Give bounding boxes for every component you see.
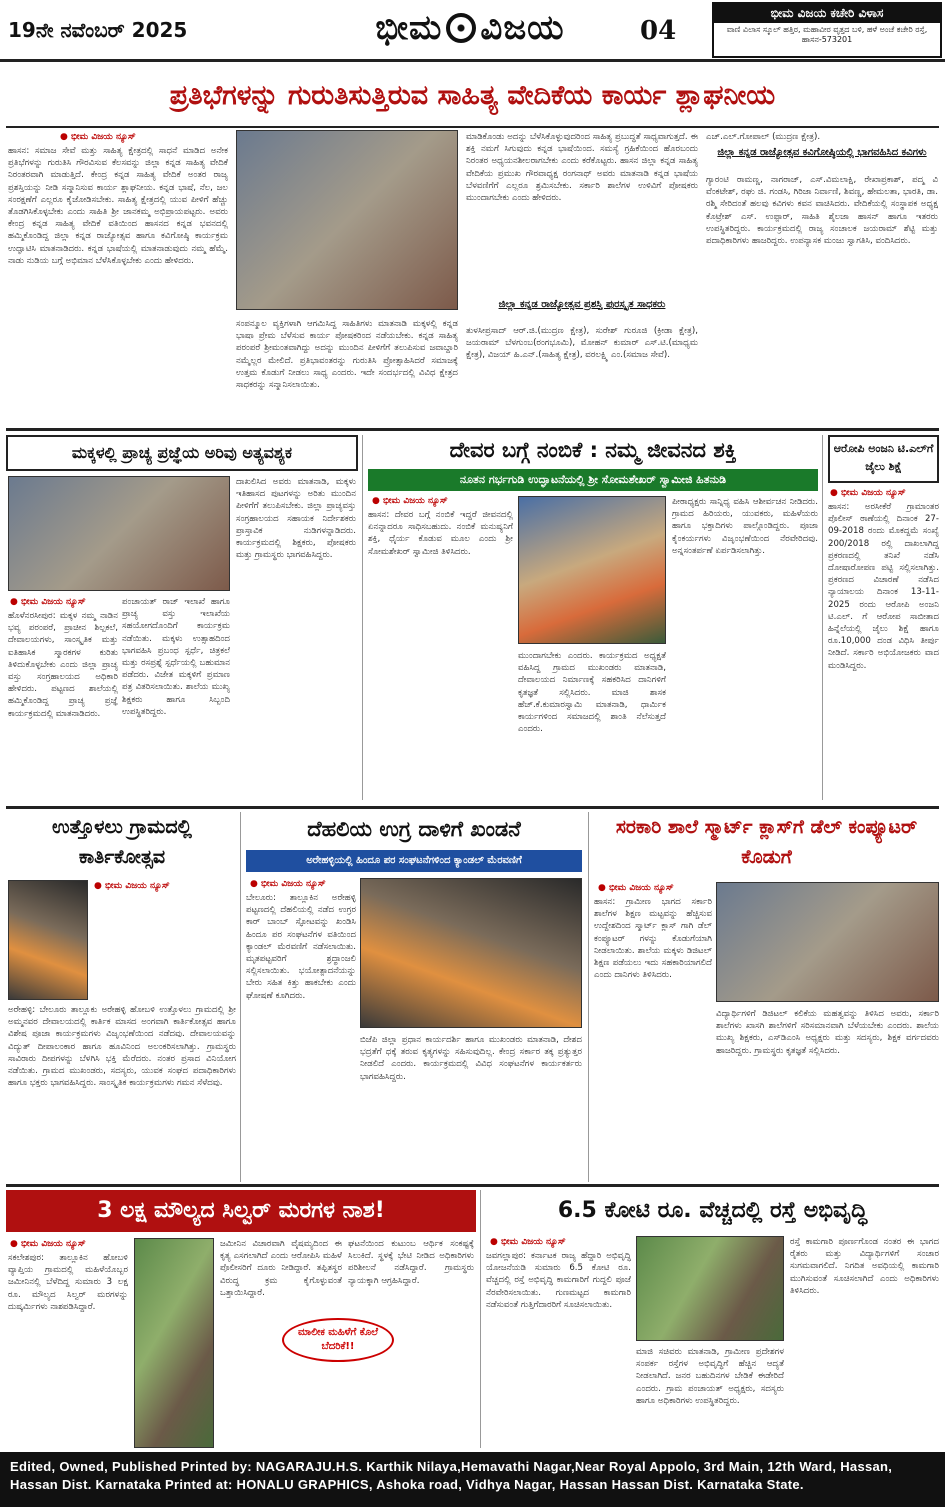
lead-photo — [236, 130, 458, 310]
column-divider — [822, 435, 823, 800]
temple-byline: ● ಭೀಮ ವಿಜಯ ನ್ಯೂಸ್ — [372, 495, 448, 507]
imprint-footer — [0, 1452, 945, 1507]
lead-headline: ಪ್ರತಿಭೆಗಳನ್ನು ಗುರುತಿಸುತ್ತಿರುವ ಸಾಹಿತ್ಯ ವೇದಿಕೆಯ ಕಾರ್ಯ ಶ್ಲಾಘನೀಯ — [169, 80, 776, 111]
temple-subhead: ನೂತನ ಗರ್ಭಗುಡಿ ಉದ್ಘಾಟನೆಯಲ್ಲಿ ಶ್ರೀ ಸೋಮಶೇಖರ್ ಸ್ವಾಮೀಜಿ ಹಿತನುಡಿ — [368, 469, 818, 491]
prachya-headline: ಮಕ್ಕಳಲ್ಲಿ ಪ್ರಾಚ್ಯ ಪ್ರಜ್ಞೆಯ ಅರಿವು ಅತ್ಯವಶ್ಯಕ — [6, 435, 358, 471]
prachya-col2: ಪಂಚಾಯತ್ ರಾಜ್ ಇಲಾಖೆ ಹಾಗೂ ಪ್ರಾಚ್ಯ ವಸ್ತು ಇಲಾಖೆಯ ಸಹಯೋಗದೊಂದಿಗೆ ಕಾರ್ಯಕ್ರಮ ನಡೆಯಿತು. ಮಕ್ಕಳು ಉತ್ಸಾಹದಿಂದ ಭಾಗವಹಿಸಿ ಪ್ರಬಂಧ ಸ್ಪರ್ಧೆ, ಚಿತ್ರಕಲೆ ಮತ್ತು ರಸಪ್ರಶ್ನೆ ಸ್ಪರ್ಧೆಯಲ್ಲಿ ಬಹುಮಾನ ಪಡೆದರು. ವಿಜೇತ ಮಕ್ಕಳಿಗೆ ಪ್ರಮಾಣ ಪತ್ರ ವಿತರಿಸಲಾಯಿತು. ಶಾಲೆಯ ಮುಖ್ಯ ಶಿಕ್ಷಕರು ಹಾಗೂ ಸಿಬ್ಬಂದಿ ಉಪಸ್ಥಿತರಿದ್ದರು. — [122, 597, 230, 717]
jail-byline: ● ಭೀಮ ವಿಜಯ ನ್ಯೂಸ್ — [830, 487, 906, 499]
silver-trees-col1: ಸಕಲೇಶಪುರ: ತಾಲ್ಲೂಕಿನ ಹೋಬಳಿ ವ್ಯಾಪ್ತಿಯ ಗ್ರಾಮದಲ್ಲಿ ಮಹಿಳೆಯೊಬ್ಬರ ಜಮೀನಿನಲ್ಲಿ ಬೆಳೆದಿದ್ದ ಸುಮಾರು 3 ಲಕ್ಷ ರೂ. ಮೌಲ್ಯದ ಸಿಲ್ವರ್ ಮರಗಳನ್ನು ದುಷ್ಕರ್ಮಿಗಳು ನಾಶಪಡಿಸಿದ್ದಾರೆ. — [8, 1253, 128, 1312]
smart-class-photo — [716, 882, 939, 1002]
temple-headline: ದೇವರ ಬಗ್ಗೆ ನಂಬಿಕೆ : ನಮ್ಮ ಜೀವನದ ಶಕ್ತಿ — [449, 438, 737, 462]
smart-class-col2: ವಿದ್ಯಾರ್ಥಿಗಳಿಗೆ ಡಿಜಿಟಲ್ ಕಲಿಕೆಯ ಮಹತ್ವವನ್ನು ತಿಳಿಸಿದ ಅವರು, ಸರ್ಕಾರಿ ಶಾಲೆಗಳು ಖಾಸಗಿ ಶಾಲೆಗಳಿಗೆ ಸರಿಸಮಾನವಾಗಿ ಬೆಳೆಯಬೇಕು ಎಂದರು. ಶಾಲೆಯ ಮುಖ್ಯ ಶಿಕ್ಷಕರು, ಎಸ್‌ಡಿಎಂಸಿ ಅಧ್ಯಕ್ಷರು ಮತ್ತು ಸದಸ್ಯರು, ಶಿಕ್ಷಕ ವರ್ಗದವರು ಹಾಜರಿದ್ದರು. ಗ್ರಾಮಸ್ಥರು ಕೃತಜ್ಞತೆ ಸಲ್ಲಿಸಿದರು. — [716, 1009, 939, 1056]
lead-col1: ಹಾಸನ: ಸಮಾಜ ಸೇವೆ ಮತ್ತು ಸಾಹಿತ್ಯ ಕ್ಷೇತ್ರದಲ್ಲಿ ಸಾಧನೆ ಮಾಡಿದ ಅನೇಕ ಪ್ರತಿಭೆಗಳನ್ನು ಗುರುತಿಸಿ ಗೌರವಿಸುವ ಕೆಲಸವನ್ನು ಜಿಲ್ಲಾ ಕನ್ನಡ ಸಾಹಿತ್ಯ ವೇದಿಕೆ ನಿರಂತರವಾಗಿ ಮಾಡುತ್ತಿದೆ. ಕೇಂದ್ರ ಕನ್ನಡ ಸಾಹಿತ್ಯ ವೇದಿಕೆ ಅಂತರ ರಾಜ್ಯ ಪ್ರಶಸ್ತಿಯನ್ನು ನೀಡಿ ಸನ್ಮಾನಿಸುವ ಕಾರ್ಯ ಶ್ಲಾಘನೀಯ. ಕನ್ನಡ ಭಾಷೆ, ನೆಲ, ಜಲ ಸಂರಕ್ಷಣೆಗೆ ಎಲ್ಲರೂ ಕೈಜೋಡಿಸಬೇಕು. ಸಾಹಿತ್ಯ ಕ್ಷೇತ್ರದಲ್ಲಿ ಯುವ ಪೀಳಿಗೆ ಹೆಚ್ಚು ತೊಡಗಿಸಿಕೊಳ್ಳಬೇಕು ಎಂದು ಸಾಹಿತಿ ಶ್ರೀ ಜಾನಕಮ್ಮ ಅಭಿಪ್ರಾಯಪಟ್ಟರು. ಅವರು ಕೇಂದ್ರ ಕನ್ನಡ ಸಾಹಿತ್ಯ ವೇದಿಕೆ ವತಿಯಿಂದ ಹಾಸನದ ಕನ್ನಡ ಭವನದಲ್ಲಿ ಹಮ್ಮಿಕೊಂಡಿದ್ದ ಜಿಲ್ಲಾ ಕನ್ನಡ ರಾಜ್ಯೋತ್ಸವ ಹಾಗೂ ಕವಿಗೋಷ್ಠಿ ಕಾರ್ಯಕ್ರಮ ಉದ್ಘಾಟಿಸಿ ಮಾತನಾಡಿದರು. ಕನ್ನಡ ಭಾಷೆಯಲ್ಲಿ ಮಾತನಾಡುವುದು ನಮ್ಮ ಹೆಮ್ಮೆ. ನಾಡು ನುಡಿಯ ಬಗ್ಗೆ ಅಭಿಮಾನ ಬೆಳೆಸಿಕೊಳ್ಳಬೇಕು ಎಂದು ಹೇಳಿದರು. — [8, 146, 228, 266]
silver-trees-col3: ಘಟನೆಯಿಂದ ಕುಟುಂಬ ಆರ್ಥಿಕ ಸಂಕಷ್ಟಕ್ಕೆ ಸಿಲುಕಿದೆ. ಸ್ಥಳಕ್ಕೆ ಭೇಟಿ ನೀಡಿದ ಅಧಿಕಾರಿಗಳು ಪರಿಶೀಲನೆ ನಡೆಸಿದ್ದಾರೆ. ಗ್ರಾಮಸ್ಥರು ನ್ಯಾಯಕ್ಕಾಗಿ ಆಗ್ರಹಿಸಿದ್ದಾರೆ. — [348, 1239, 474, 1286]
prachya-col3: ದಾಖಲಿಸಿದ ಅವರು ಮಾತನಾಡಿ, ಮಕ್ಕಳು ಇತಿಹಾಸದ ಪುಟಗಳನ್ನು ಅರಿತು ಮುಂದಿನ ಪೀಳಿಗೆಗೆ ತಲುಪಿಸಬೇಕು. ಜಿಲ್ಲಾ ಪ್ರಾಚ್ಯವಸ್ತು ಸಂಗ್ರಹಾಲಯದ ಸಹಾಯಕ ನಿರ್ದೇಶಕರು ಪ್ರಾಸ್ತಾವಿಕ ನುಡಿಗಳನ್ನಾಡಿದರು. ಕಾರ್ಯಕ್ರಮದಲ್ಲಿ ಶಿಕ್ಷಕರು, ಪೋಷಕರು ಮತ್ತು ಗ್ರಾಮಸ್ಥರು ಭಾಗವಹಿಸಿದ್ದರು. — [236, 477, 356, 561]
road-headline: 6.5 ಕೋಟಿ ರೂ. ವೆಚ್ಚದಲ್ಲಿ ರಸ್ತೆ ಅಭಿವೃದ್ಧಿ — [557, 1198, 868, 1223]
silver-trees-photo — [134, 1238, 214, 1448]
delhi-photo — [360, 878, 582, 1028]
jail-headline: ಆರೋಪಿ ಅಂಜನಿ ಟಿ.ಎಲ್‌ಗೆ ಜೈಲು ಶಿಕ್ಷೆ — [828, 435, 939, 483]
divider — [6, 428, 939, 431]
road-col2: ಮಾಜಿ ಸಚಿವರು ಮಾತನಾಡಿ, ಗ್ರಾಮೀಣ ಪ್ರದೇಶಗಳ ಸಂಪರ್ಕ ರಸ್ತೆಗಳ ಅಭಿವೃದ್ಧಿಗೆ ಹೆಚ್ಚಿನ ಆದ್ಯತೆ ನೀಡಲಾಗಿದೆ. ಜನರ ಬಹುದಿನಗಳ ಬೇಡಿಕೆ ಈಡೇರಿದೆ ಎಂದರು. ಗ್ರಾಮ ಪಂಚಾಯತ್ ಅಧ್ಯಕ್ಷರು, ಸದಸ್ಯರು ಹಾಗೂ ಅಧಿಕಾರಿಗಳು ಉಪಸ್ಥಿತರಿದ್ದರು. — [636, 1347, 784, 1406]
delhi-subhead: ಅರೇಹಳ್ಳಿಯಲ್ಲಿ ಹಿಂದೂ ಪರ ಸಂಘಟನೆಗಳಿಂದ ಕ್ಯಾಂಡಲ್ ಮೆರವಣಿಗೆ — [246, 850, 582, 872]
delhi-headline: ದೆಹಲಿಯ ಉಗ್ರ ದಾಳಿಗೆ ಖಂಡನೆ — [307, 817, 521, 841]
silver-trees-headline: 3 ಲಕ್ಷ ಮೌಲ್ಯದ ಸಿಲ್ವರ್ ಮರಗಳ ನಾಶ! — [6, 1190, 476, 1232]
karthika-headline: ಉತ್ತೊಳಲು ಗ್ರಾಮದಲ್ಲಿ ಕಾರ್ತಿಕೋತ್ಸವ — [52, 816, 192, 869]
karthika-byline: ● ಭೀಮ ವಿಜಯ ನ್ಯೂಸ್ — [94, 880, 170, 892]
jail-text: ಹಾಸನ: ಅರಸೀಕೆರೆ ಗ್ರಾಮಾಂತರ ಪೊಲೀಸ್ ಠಾಣೆಯಲ್ಲಿ ದಿನಾಂಕ 27-09-2018 ರಂದು ಮೊಕದ್ದಮೆ ಸಂಖ್ಯೆ 200/2018 ರಲ್ಲಿ ದಾಖಲಾಗಿದ್ದ ಪ್ರಕರಣದಲ್ಲಿ ತನಿಖೆ ನಡೆಸಿ ದೋಷಾರೋಪಣ ಪಟ್ಟಿ ಸಲ್ಲಿಸಲಾಗಿತ್ತು. ಪ್ರಕರಣದ ವಿಚಾರಣೆ ನಡೆಸಿದ ನ್ಯಾಯಾಲಯ ದಿನಾಂಕ 13-11-2025 ರಂದು ಆರೋಪಿ ಅಂಜನಿ ಟಿ.ಎಲ್. ಗೆ ಆರೋಪ ಸಾಬೀತಾದ ಹಿನ್ನೆಲೆಯಲ್ಲಿ ಜೈಲು ಶಿಕ್ಷೆ ಹಾಗೂ ರೂ.10,000 ದಂಡ ವಿಧಿಸಿ ತೀರ್ಪು ನೀಡಿದೆ. ಸರ್ಕಾರಿ ಅಭಿಯೋಜಕರು ವಾದ ಮಂಡಿಸಿದ್ದರು. — [828, 502, 939, 671]
column-divider — [362, 435, 363, 800]
logo-right-text: ವಿಜಯ — [480, 8, 565, 48]
delhi-byline: ● ಭೀಮ ವಿಜಯ ನ್ಯೂಸ್ — [250, 878, 326, 890]
lead-byline: ● ಭೀಮ ವಿಜಯ ನ್ಯೂಸ್ — [60, 131, 136, 143]
page-number: 04 — [640, 16, 677, 46]
lead-col4b: ಗ್ಯಾರಂಟಿ ರಾಮಣ್ಣ, ನಾಗರಾಜ್, ಎಸ್.ವಿಮಲಾಕ್ಷಿ, ರೇಖಾಪ್ರಕಾಶ್, ಪದ್ಮ ವಿ ವೆಂಕಟೇಶ್, ರಘು ಜಿ. ಗಂಡಸಿ, ಗಿರಿಜಾ ನಿರ್ವಾಣಿ, ಶಿವಣ್ಣ, ಹೇಮಲತಾ, ಭಾರತಿ, ಡಾ. ರಶ್ಮಿ ಸೇರಿದಂತೆ ಹಲವು ಕವಿಗಳು ಕವನ ವಾಚಿಸಿದರು. ವೇದಿಕೆಯಲ್ಲಿ ಸಂಸ್ಥಾಪಕ ಅಧ್ಯಕ್ಷ ಕೊಟ್ರೇಶ್ ಎಸ್. ಉಪ್ಪಾರ್, ಸಾಹಿತಿ ಶೈಲಜಾ ಹಾಸನ್ ಹಾಗೂ ಇತರರು ಉಪಸ್ಥಿತರಿದ್ದರು. ಕಾರ್ಯಕ್ರಮದಲ್ಲಿ ರಾಜ್ಯ ಸಂಚಾಲಕ ಜಯರಾಮ್ ಶೆಟ್ಟಿ ಮತ್ತು ಪದಾಧಿಕಾರಿಗಳು ಹಾಜರಿದ್ದರು. ಉಪನ್ಯಾಸಕ ಮಂಜು ಸ್ವಾಗತಿಸಿ, ವಂದಿಸಿದರು. — [706, 175, 938, 247]
silver-trees-threat-callout: ಮಾಲೀಕ ಮಹಿಳೆಗೆ ಕೊಲೆ ಬೆದರಿಕೆ!! — [282, 1318, 394, 1362]
karthika-photo — [8, 880, 88, 1000]
issue-date: 19ನೇ ನವೆಂಬರ್ 2025 — [8, 18, 188, 42]
lead-col3b: ತುಳಸೀಪ್ರಸಾದ್ ಆರ್.ಜಿ.(ಮುದ್ರಣ ಕ್ಷೇತ್ರ), ಸುರೇಶ್ ಗುರೂಜಿ (ಕ್ರೀಡಾ ಕ್ಷೇತ್ರ), ಜಯರಾಮ್ ಬೆಳಗುಂಬ(ರಂಗಭೂಮಿ), ಮೋಹನ್ ಕುಮಾರ್ ಎಸ್.ಟಿ.(ಮಾಧ್ಯಮ ಕ್ಷೇತ್ರ), ವಿಜಯ್ ಹಿ.ಎನ್.(ಸಾಹಿತ್ಯ ಕ್ಷೇತ್ರ), ವರಲಕ್ಷ್ಮಿ ಎಂ.(ಸಮಾಜ ಸೇವೆ). — [466, 326, 698, 361]
prachya-byline: ● ಭೀಮ ವಿಜಯ ನ್ಯೂಸ್ — [10, 596, 86, 608]
imprint-line-1: Edited, Owned, Published Printed by: NAGARAJU.H.S. Karthik Nilaya,Hemavathi Nagar,Near Royal Appolo, 3rd Main, 12th Ward, Hassan, — [10, 1459, 893, 1474]
lead-subhead-poets: ಜಿಲ್ಲಾ ಕನ್ನಡ ರಾಜ್ಯೋತ್ಸವ ಕವಿಗೋಷ್ಠಿಯಲ್ಲಿ ಭಾಗವಹಿಸಿದ ಕವಿಗಳು — [717, 147, 927, 158]
road-byline: ● ಭೀಮ ವಿಜಯ ನ್ಯೂಸ್ — [490, 1236, 566, 1248]
chakra-icon — [446, 13, 476, 43]
office-title: ಭೀಮ ವಿಜಯ ಕಚೇರಿ ವಿಳಾಸ — [714, 4, 940, 23]
silver-trees-col2: ಜಮೀನಿನ ವಿಚಾರವಾಗಿ ವೈಷಮ್ಯದಿಂದ ಈ ಕೃತ್ಯ ಎಸಗಲಾಗಿದೆ ಎಂದು ಆರೋಪಿಸಿ ಮಹಿಳೆ ಪೊಲೀಸರಿಗೆ ದೂರು ನೀಡಿದ್ದಾರೆ. ತಪ್ಪಿತಸ್ಥರ ವಿರುದ್ಧ ಕ್ರಮ ಕೈಗೊಳ್ಳುವಂತೆ ಒತ್ತಾಯಿಸಿದ್ದಾರೆ. — [220, 1239, 342, 1298]
prachya-photo — [8, 476, 230, 591]
logo-left-text: ಭೀಮ — [375, 8, 443, 48]
lead-col2: ಸಂಪನ್ಮೂಲ ವ್ಯಕ್ತಿಗಳಾಗಿ ಆಗಮಿಸಿದ್ದ ಸಾಹಿತಿಗಳು ಮಾತನಾಡಿ ಮಕ್ಕಳಲ್ಲಿ ಕನ್ನಡ ಭಾಷಾ ಪ್ರೇಮ ಬೆಳೆಸುವ ಕಾರ್ಯ ಪೋಷಕರಿಂದ ನಡೆಯಬೇಕು. ಕನ್ನಡ ಸಾಹಿತ್ಯ ಪರಂಪರೆ ಶ್ರೀಮಂತವಾಗಿದ್ದು ಅದನ್ನು ಮುಂದಿನ ಪೀಳಿಗೆಗೆ ತಲುಪಿಸುವ ಜವಾಬ್ದಾರಿ ನಮ್ಮೆಲ್ಲರ ಮೇಲಿದೆ. ಪ್ರತಿಭಾವಂತರನ್ನು ಗುರುತಿಸಿ ಪ್ರೋತ್ಸಾಹಿಸಿದರೆ ಸಮಾಜಕ್ಕೆ ಉತ್ತಮ ಕೊಡುಗೆ ನೀಡಲು ಸಾಧ್ಯ ಎಂದರು. ಇದೇ ಸಂದರ್ಭದಲ್ಲಿ ವಿವಿಧ ಕ್ಷೇತ್ರದ ಸಾಧಕರನ್ನು ಸನ್ಮಾನಿಸಲಾಯಿತು. — [236, 319, 458, 391]
divider — [6, 1184, 939, 1187]
temple-photo — [518, 496, 666, 644]
delhi-col2: ಬಿಜೆಪಿ ಜಿಲ್ಲಾ ಪ್ರಧಾನ ಕಾರ್ಯದರ್ಶಿ ಹಾಗೂ ಮುಖಂಡರು ಮಾತನಾಡಿ, ದೇಶದ ಭದ್ರತೆಗೆ ಧಕ್ಕೆ ತರುವ ಕೃತ್ಯಗಳನ್ನು ಸಹಿಸುವುದಿಲ್ಲ. ಕೇಂದ್ರ ಸರ್ಕಾರ ತಕ್ಕ ಪ್ರತ್ಯುತ್ತರ ನೀಡಲಿದೆ ಎಂದರು. ಕಾರ್ಯಕ್ರಮದಲ್ಲಿ ವಿವಿಧ ಸಂಘಟನೆಗಳ ಕಾರ್ಯಕರ್ತರು ಭಾಗವಹಿಸಿದ್ದರು. — [360, 1035, 582, 1082]
road-col3: ರಸ್ತೆ ಕಾಮಗಾರಿ ಪೂರ್ಣಗೊಂಡ ನಂತರ ಈ ಭಾಗದ ರೈತರು ಮತ್ತು ವಿದ್ಯಾರ್ಥಿಗಳಿಗೆ ಸಂಚಾರ ಸುಗಮವಾಗಲಿದೆ. ನಿಗದಿತ ಅವಧಿಯಲ್ಲಿ ಕಾಮಗಾರಿ ಮುಗಿಸುವಂತೆ ಸೂಚಿಸಲಾಗಿದೆ ಎಂದು ಅಧಿಕಾರಿಗಳು ತಿಳಿಸಿದರು. — [790, 1237, 939, 1296]
column-divider — [240, 812, 241, 1182]
office-address-box — [712, 2, 942, 58]
karthika-text: ಅರೇಹಳ್ಳಿ: ಬೇಲೂರು ತಾಲ್ಲೂಕು ಅರೇಹಳ್ಳಿ ಹೋಬಳಿ ಉತ್ತೊಳಲು ಗ್ರಾಮದಲ್ಲಿ ಶ್ರೀ ಅಮ್ಮನವರ ದೇವಾಲಯದಲ್ಲಿ ಕಾರ್ತಿಕ ಮಾಸದ ಅಂಗವಾಗಿ ಕಾರ್ತಿಕೋತ್ಸವ ಹಾಗೂ ವಿಶೇಷ ಪೂಜಾ ಕಾರ್ಯಕ್ರಮಗಳು ವಿಜೃಂಭಣೆಯಿಂದ ನಡೆದವು. ದೇವಾಲಯವನ್ನು ವಿದ್ಯುತ್ ದೀಪಾಲಂಕಾರ ಹಾಗೂ ಹೂವಿನಿಂದ ಅಲಂಕರಿಸಲಾಗಿತ್ತು. ಗ್ರಾಮಸ್ಥರು ಸಾವಿರಾರು ದೀಪಗಳನ್ನು ಬೆಳಗಿಸಿ ಭಕ್ತಿ ಮೆರೆದರು. ನಂತರ ಪ್ರಸಾದ ವಿನಿಯೋಗ ನಡೆಯಿತು. ಗ್ರಾಮದ ಮುಖಂಡರು, ಸದಸ್ಯರು, ಯುವಕ ಸಂಘದ ಪದಾಧಿಕಾರಿಗಳು ಹಾಗೂ ಭಕ್ತರು ಭಾಗವಹಿಸಿದ್ದರು. ಸಾಂಸ್ಕೃತಿಕ ಕಾರ್ಯಕ್ರಮಗಳು ಗಮನ ಸೆಳೆದವು. — [8, 1005, 236, 1089]
column-divider — [588, 812, 589, 1182]
road-col1: ಜವಗಲ್ಲಾಪುರ: ಕರ್ನಾಟಕ ರಾಜ್ಯ ಹೆದ್ದಾರಿ ಅಭಿವೃದ್ಧಿ ಯೋಜನೆಯಡಿ ಸುಮಾರು 6.5 ಕೋಟಿ ರೂ. ವೆಚ್ಚದಲ್ಲಿ ರಸ್ತೆ ಅಭಿವೃದ್ಧಿ ಕಾಮಗಾರಿಗೆ ಗುದ್ದಲಿ ಪೂಜೆ ನೆರವೇರಿಸಲಾಯಿತು. ಗುಣಮಟ್ಟದ ಕಾಮಗಾರಿ ನಡೆಸುವಂತೆ ಗುತ್ತಿಗೆದಾರರಿಗೆ ಸೂಚಿಸಲಾಯಿತು. — [486, 1251, 631, 1310]
silver-trees-byline: ● ಭೀಮ ವಿಜಯ ನ್ಯೂಸ್ — [10, 1238, 86, 1250]
smart-class-headline: ಸರಕಾರಿ ಶಾಲೆ ಸ್ಮಾರ್ಟ್ ಕ್ಲಾಸ್‌ಗೆ ಡೆಲ್ ಕಂಪ್ಯೂಟರ್ ಕೊಡುಗೆ — [615, 816, 918, 869]
lead-col4: ಎಚ್.ಎಲ್.ಗೋಪಾಲ್ (ಮುದ್ರಣ ಕ್ಷೇತ್ರ). — [706, 132, 821, 142]
temple-col1: ಹಾಸನ: ದೇವರ ಬಗ್ಗೆ ನಂಬಿಕೆ ಇದ್ದರೆ ಜೀವನದಲ್ಲಿ ಏನನ್ನಾದರೂ ಸಾಧಿಸಬಹುದು. ನಂಬಿಕೆ ಮನುಷ್ಯನಿಗೆ ಶಕ್ತಿ, ಧೈರ್ಯ ಕೊಡುವ ಮೂಲ ಎಂದು ಶ್ರೀ ಸೋಮಶೇಖರ್ ಸ್ವಾಮೀಜಿ ತಿಳಿಸಿದರು. — [368, 510, 513, 557]
smart-class-byline: ● ಭೀಮ ವಿಜಯ ನ್ಯೂಸ್ — [598, 882, 674, 894]
delhi-col1: ಬೇಲೂರು: ತಾಲ್ಲೂಕಿನ ಅರೇಹಳ್ಳಿ ಪಟ್ಟಣದಲ್ಲಿ ದೆಹಲಿಯಲ್ಲಿ ನಡೆದ ಉಗ್ರರ ಕಾರ್ ಬಾಂಬ್ ಸ್ಫೋಟವನ್ನು ಖಂಡಿಸಿ ಹಿಂದೂ ಪರ ಸಂಘಟನೆಗಳ ವತಿಯಿಂದ ಕ್ಯಾಂಡಲ್ ಮೆರವಣಿಗೆ ನಡೆಸಲಾಯಿತು. ಮೃತಪಟ್ಟವರಿಗೆ ಶ್ರದ್ಧಾಂಜಲಿ ಸಲ್ಲಿಸಲಾಯಿತು. ಭಯೋತ್ಪಾದನೆಯನ್ನು ಬೇರು ಸಹಿತ ಕಿತ್ತು ಹಾಕಬೇಕು ಎಂದು ಘೋಷಣೆ ಕೂಗಿದರು. — [246, 893, 356, 1001]
office-address: ವಾಣಿ ವಿಲಾಸ ಸ್ಕೂಲ್ ಹತ್ತಿರ, ಮಹಾವೀರ ವೃತ್ತದ ಬಳಿ, ಹಳೆ ಅಂಚೆ ಕಚೇರಿ ರಸ್ತೆ, ಹಾಸನ-573201 — [726, 25, 928, 45]
lead-col3: ಮಾಡಿಕೊಂಡು ಅದನ್ನು ಬೆಳೆಸಿಕೊಳ್ಳುವುದರಿಂದ ಸಾಹಿತ್ಯ ಪ್ರಬುದ್ಧತೆ ಸಾಧ್ಯವಾಗುತ್ತದೆ. ಈ ಶಕ್ತಿ ನಮಗೆ ಸಿಗುವುದು ಕನ್ನಡ ಭಾಷೆಯಿಂದ. ಸಮಸ್ಯೆ ಗ್ರಹಿಕೆಯಿಂದ ಹೊರಬಂದು ನಿರಂತರ ಅಧ್ಯಯನಶೀಲರಾಗಬೇಕು ಎಂದು ಕರೆಕೊಟ್ಟರು. ಹಾಸನ ಜಿಲ್ಲಾ ಕನ್ನಡ ಸಾಹಿತ್ಯ ವೇದಿಕೆಯ ಪ್ರಮುಖ ಗೌರವಾಧ್ಯಕ್ಷ ರಂಗನಾಥ್ ಅವರು ಮಾತನಾಡಿ ಕನ್ನಡ ಭಾಷೆಯ ಬೆಳವಣಿಗೆಗೆ ಎಲ್ಲರೂ ಶ್ರಮಿಸಬೇಕು. ಸರ್ಕಾರಿ ಶಾಲೆಗಳ ಉಳಿವಿಗೆ ಪೋಷಕರು ಮುಂದಾಗಬೇಕು ಎಂದು ಹೇಳಿದರು. — [466, 132, 698, 204]
imprint-line-2: Hassan Dist. Karnataka Printed at: HONALU GRAPHICS, Ashoka road, Vidhya Nagar, Hassan Hassan Dist. Karnataka State. — [10, 1476, 804, 1492]
column-divider — [480, 1190, 481, 1448]
temple-col2: ಮುಂದಾಗಬೇಕು ಎಂದರು. ಕಾರ್ಯಕ್ರಮದ ಅಧ್ಯಕ್ಷತೆ ವಹಿಸಿದ್ದ ಗ್ರಾಮದ ಮುಖಂಡರು ಮಾತನಾಡಿ, ದೇವಾಲಯದ ನಿರ್ಮಾಣಕ್ಕೆ ಸಹಕರಿಸಿದ ದಾನಿಗಳಿಗೆ ಕೃತಜ್ಞತೆ ಸಲ್ಲಿಸಿದರು. ಮಾಜಿ ಶಾಸಕ ಹೆಚ್.ಕೆ.ಕುಮಾರಸ್ವಾಮಿ ಮಾತನಾಡಿ, ಧಾರ್ಮಿಕ ಕಾರ್ಯಗಳಿಂದ ಸಮಾಜದಲ್ಲಿ ಶಾಂತಿ ನೆಲೆಸುತ್ತದೆ ಎಂದರು. — [518, 651, 666, 735]
divider — [6, 126, 939, 128]
road-photo — [636, 1236, 784, 1341]
newspaper-logo — [300, 6, 640, 50]
smart-class-col1: ಹಾಸನ: ಗ್ರಾಮೀಣ ಭಾಗದ ಸರ್ಕಾರಿ ಶಾಲೆಗಳ ಶಿಕ್ಷಣ ಮಟ್ಟವನ್ನು ಹೆಚ್ಚಿಸುವ ಉದ್ದೇಶದಿಂದ ಸ್ಮಾರ್ಟ್ ಕ್ಲಾಸ್ ಗಾಗಿ ಡೆಲ್ ಕಂಪ್ಯೂಟರ್ ಗಳನ್ನು ಕೊಡುಗೆಯಾಗಿ ನೀಡಲಾಯಿತು. ಶಾಲೆಯ ಮಕ್ಕಳು ಡಿಜಿಟಲ್ ಶಿಕ್ಷಣ ಪಡೆಯಲು ಇದು ಸಹಕಾರಿಯಾಗಲಿದೆ ಎಂದು ದಾನಿಗಳು ತಿಳಿಸಿದರು. — [594, 897, 712, 981]
lead-subhead-awardees: ಜಿಲ್ಲಾ ಕನ್ನಡ ರಾಜ್ಯೋತ್ಸವ ಪ್ರಶಸ್ತಿ ಪುರಸ್ಕೃತ ಸಾಧಕರು — [498, 299, 666, 310]
prachya-col1: ಹೊಳೆನರಸೀಪುರ: ಮಕ್ಕಳ ನಮ್ಮ ನಾಡಿನ ಭವ್ಯ ಪರಂಪರೆ, ಪ್ರಾಚೀನ ಶಿಲ್ಪಕಲೆ, ದೇವಾಲಯಗಳು, ಸಾಂಸ್ಕೃತಿಕ ಮತ್ತು ಐತಿಹಾಸಿಕ ಸ್ಮಾರಕಗಳ ಕುರಿತು ತಿಳಿದುಕೊಳ್ಳಬೇಕು ಎಂದು ಜಿಲ್ಲಾ ಪ್ರಾಚ್ಯ ವಸ್ತು ಸಂಗ್ರಹಾಲಯದ ಅಧಿಕಾರಿ ಹೇಳಿದರು. ಪಟ್ಟಣದ ಶಾಲೆಯಲ್ಲಿ ಹಮ್ಮಿಕೊಂಡಿದ್ದ ಪ್ರಾಚ್ಯ ಪ್ರಜ್ಞೆ ಕಾರ್ಯಕ್ರಮದಲ್ಲಿ ಮಾತನಾಡಿದರು. — [8, 611, 118, 719]
temple-col3: ಪೀಠಾಧ್ಯಕ್ಷರು ಸಾನ್ನಿಧ್ಯ ವಹಿಸಿ ಆಶೀರ್ವಚನ ನೀಡಿದರು. ಗ್ರಾಮದ ಹಿರಿಯರು, ಯುವಕರು, ಮಹಿಳೆಯರು ಹಾಗೂ ಭಕ್ತಾದಿಗಳು ಪಾಲ್ಗೊಂಡಿದ್ದರು. ಪೂಜಾ ಕೈಂಕರ್ಯಗಳು ವಿಜೃಂಭಣೆಯಿಂದ ನೆರವೇರಿದವು. ಅನ್ನಸಂತರ್ಪಣೆ ಏರ್ಪಡಿಸಲಾಗಿತ್ತು. — [672, 497, 818, 556]
masthead — [0, 0, 945, 62]
divider — [6, 806, 939, 809]
